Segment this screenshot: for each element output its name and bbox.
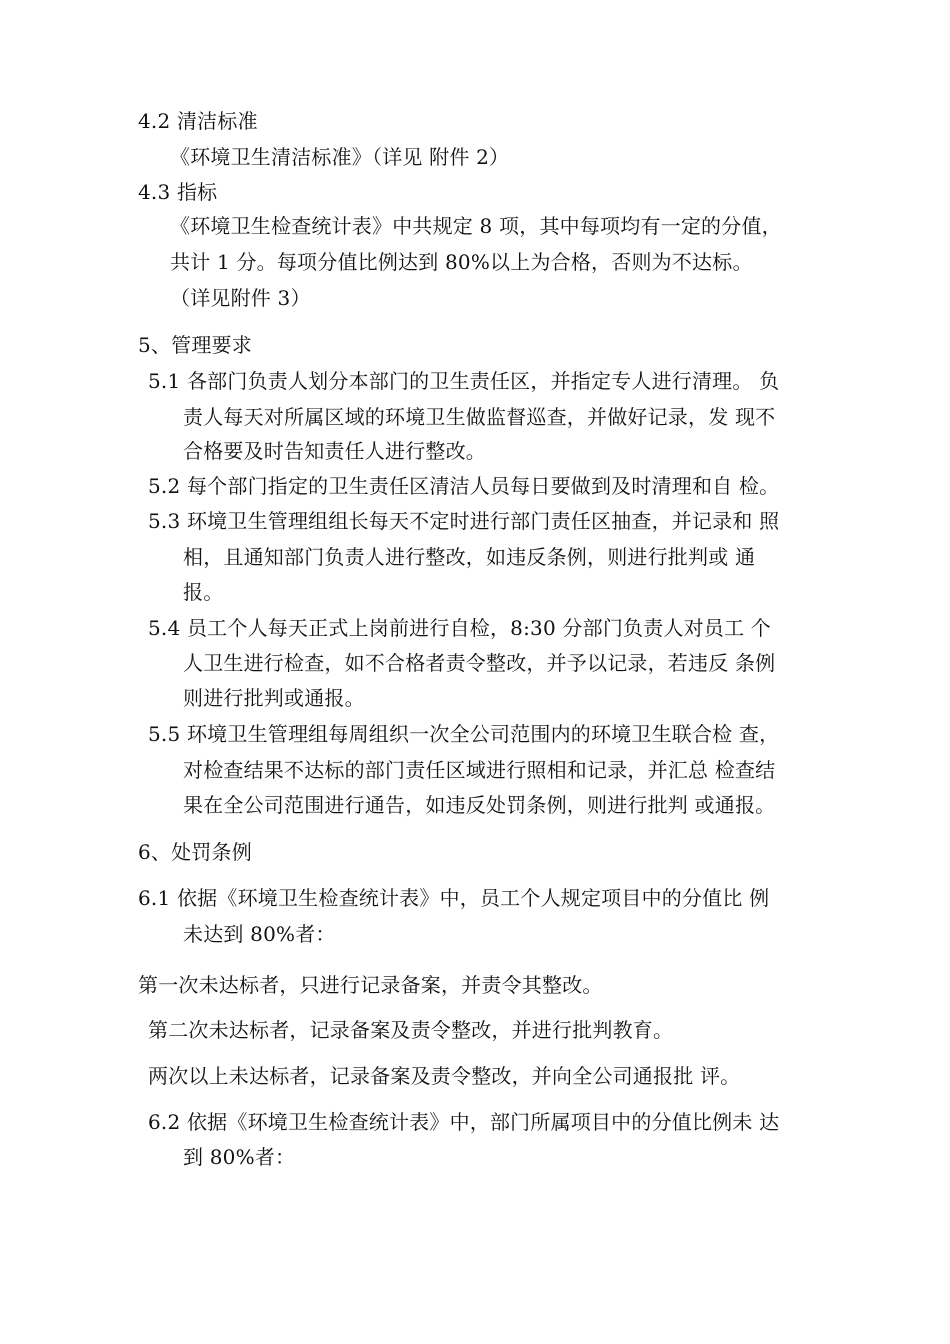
section-6-1-line-1: 6.1 依据《环境卫生检查统计表》中，员工个人规定项目中的分值比 例 bbox=[138, 886, 770, 910]
section-5-5-line-1: 5.5 环境卫生管理组每周组织一次全公司范围内的环境卫生联合检 查， bbox=[148, 722, 780, 746]
section-6-2-line-1: 6.2 依据《环境卫生检查统计表》中，部门所属项目中的分值比例未 达 bbox=[148, 1110, 780, 1134]
section-5-3-line-1: 5.3 环境卫生管理组组长每天不定时进行部门责任区抽查，并记录和 照 bbox=[148, 509, 780, 533]
section-4-3-line-1: 《环境卫生检查统计表》中共规定 8 项，其中每项均有一定的分值， bbox=[170, 214, 782, 238]
repeated-offense: 两次以上未达标者，记录备案及责令整改，并向全公司通报批 评。 bbox=[148, 1064, 741, 1088]
section-6-2-line-2: 到 80%者： bbox=[183, 1145, 296, 1169]
section-4-2-heading: 4.2 清洁标准 bbox=[138, 109, 258, 133]
section-4-3-line-2: 共计 1 分。每项分值比例达到 80%以上为合格，否则为不达标。 bbox=[170, 250, 753, 274]
section-5-1-line-3: 合格要及时告知责任人进行整改。 bbox=[183, 439, 486, 463]
section-4-2-text: 《环境卫生清洁标准》（详见 附件 2） bbox=[170, 145, 510, 169]
section-5-1-line-1: 5.1 各部门负责人划分本部门的卫生责任区，并指定专人进行清理。 负 bbox=[148, 369, 780, 393]
section-5-4-line-1: 5.4 员工个人每天正式上岗前进行自检，8:30 分部门负责人对员工 个 bbox=[148, 616, 771, 640]
section-5-3-line-2: 相，且通知部门负责人进行整改，如违反条例，则进行批判或 通 bbox=[183, 545, 756, 569]
first-offense: 第一次未达标者，只进行记录备案，并责令其整改。 bbox=[138, 973, 603, 997]
section-5-4-line-3: 则进行批判或通报。 bbox=[183, 686, 365, 710]
section-4-3-line-3: （详见附件 3） bbox=[170, 286, 311, 310]
section-5-5-line-2: 对检查结果不达标的部门责任区域进行照相和记录，并汇总 检查结 bbox=[183, 758, 776, 782]
section-5-2-line-1: 5.2 每个部门指定的卫生责任区清洁人员每日要做到及时清理和自 检。 bbox=[148, 474, 780, 498]
section-6-heading: 6、处罚条例 bbox=[138, 840, 252, 864]
section-5-3-line-3: 报。 bbox=[183, 580, 224, 604]
section-5-1-line-2: 责人每天对所属区域的环境卫生做监督巡查，并做好记录，发 现不 bbox=[183, 405, 776, 429]
section-5-5-line-3: 果在全公司范围进行通告，如违反处罚条例，则进行批判 或通报。 bbox=[183, 793, 776, 817]
section-6-1-line-2: 未达到 80%者： bbox=[183, 922, 336, 946]
second-offense: 第二次未达标者，记录备案及责令整改，并进行批判教育。 bbox=[148, 1018, 674, 1042]
section-4-3-heading: 4.3 指标 bbox=[138, 180, 218, 204]
section-5-heading: 5、管理要求 bbox=[138, 333, 252, 357]
section-5-4-line-2: 人卫生进行检查，如不合格者责令整改，并予以记录，若违反 条例 bbox=[183, 651, 776, 675]
